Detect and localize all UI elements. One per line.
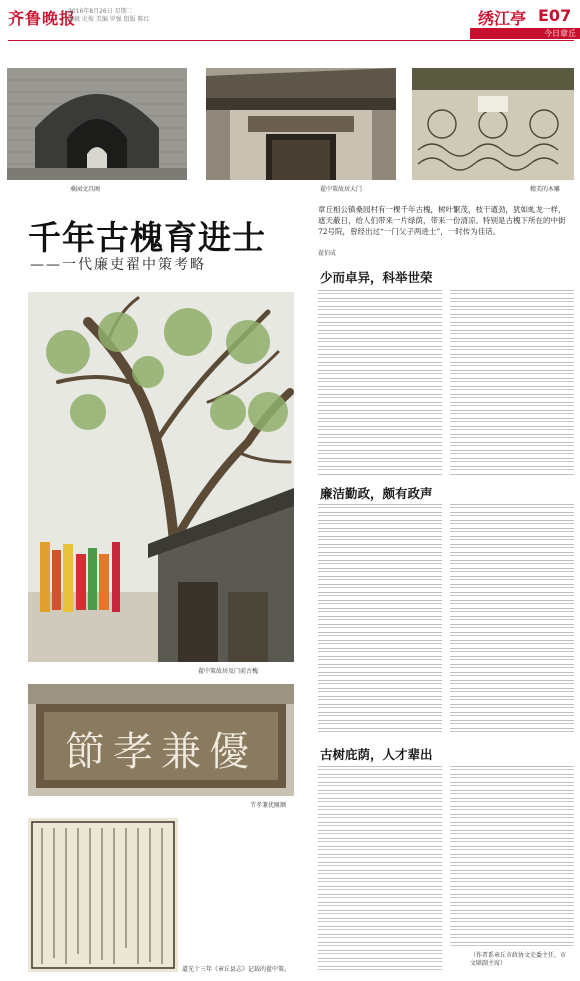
article-title: 千年古槐育进士 (28, 218, 266, 257)
article-subtitle: ——一代廉吏翟中策考略 (30, 257, 206, 273)
section-label: 今日章丘 (544, 29, 576, 38)
photo-plaque (28, 684, 294, 796)
plaque-text: 節孝兼優 (65, 729, 257, 775)
photo-carving (412, 68, 574, 180)
caption-tree: 翟中策故居及门前古槐 (198, 668, 259, 675)
body-text-5 (318, 766, 442, 972)
body-text-6 (450, 766, 574, 948)
page-number: E07 (538, 6, 572, 25)
section-heading-3: 古树庇荫，人才辈出 (320, 747, 433, 762)
photo-document (28, 818, 178, 972)
caption-carving: 精美的木雕 (530, 186, 561, 193)
caption-gate: 桑园文昌阁 (70, 186, 101, 193)
body-text-3 (318, 504, 442, 736)
photo-tree (28, 292, 294, 662)
section-heading-1: 少而卓异，科举世荣 (320, 270, 433, 285)
photo-gate (7, 68, 187, 180)
column-name: 绣江亭 (478, 9, 527, 28)
article-lead: 章丘相公镇桑园村有一棵千年古槐，树叶繁茂，枝干遒劲，犹如虬龙一样，遮天蔽日，给人们带来一片绿荫，带来一份清凉。特别是古槐下所在的中街72号院，曾经出过“一门父子两进士”，一时传为佳话。 (318, 205, 566, 236)
body-text-4 (450, 504, 574, 736)
body-text-1 (318, 290, 442, 476)
article-byline: 翟伯成 (318, 250, 337, 257)
masthead-rule (8, 40, 574, 41)
caption-plaque: 节孝兼优匾额 (250, 802, 287, 809)
issue-meta: 2016年8月26日 星期二 编辑 史俊 美编 罗强 组版 陈红 (68, 8, 150, 23)
masthead (8, 6, 576, 38)
body-text-2 (450, 290, 574, 476)
section-bar (470, 28, 580, 39)
author-note: （作者系章丘市政协文史委主任、市文联副主席） (470, 952, 567, 967)
caption-document: 道光十三年《章丘县志》记载的翟中策。 (182, 966, 291, 973)
section-heading-2: 廉洁勤政，颇有政声 (320, 486, 433, 501)
photo-house (206, 68, 396, 180)
newspaper-logo: 齐鲁晚报 (8, 9, 77, 28)
caption-house: 翟中策故居大门 (320, 186, 363, 193)
